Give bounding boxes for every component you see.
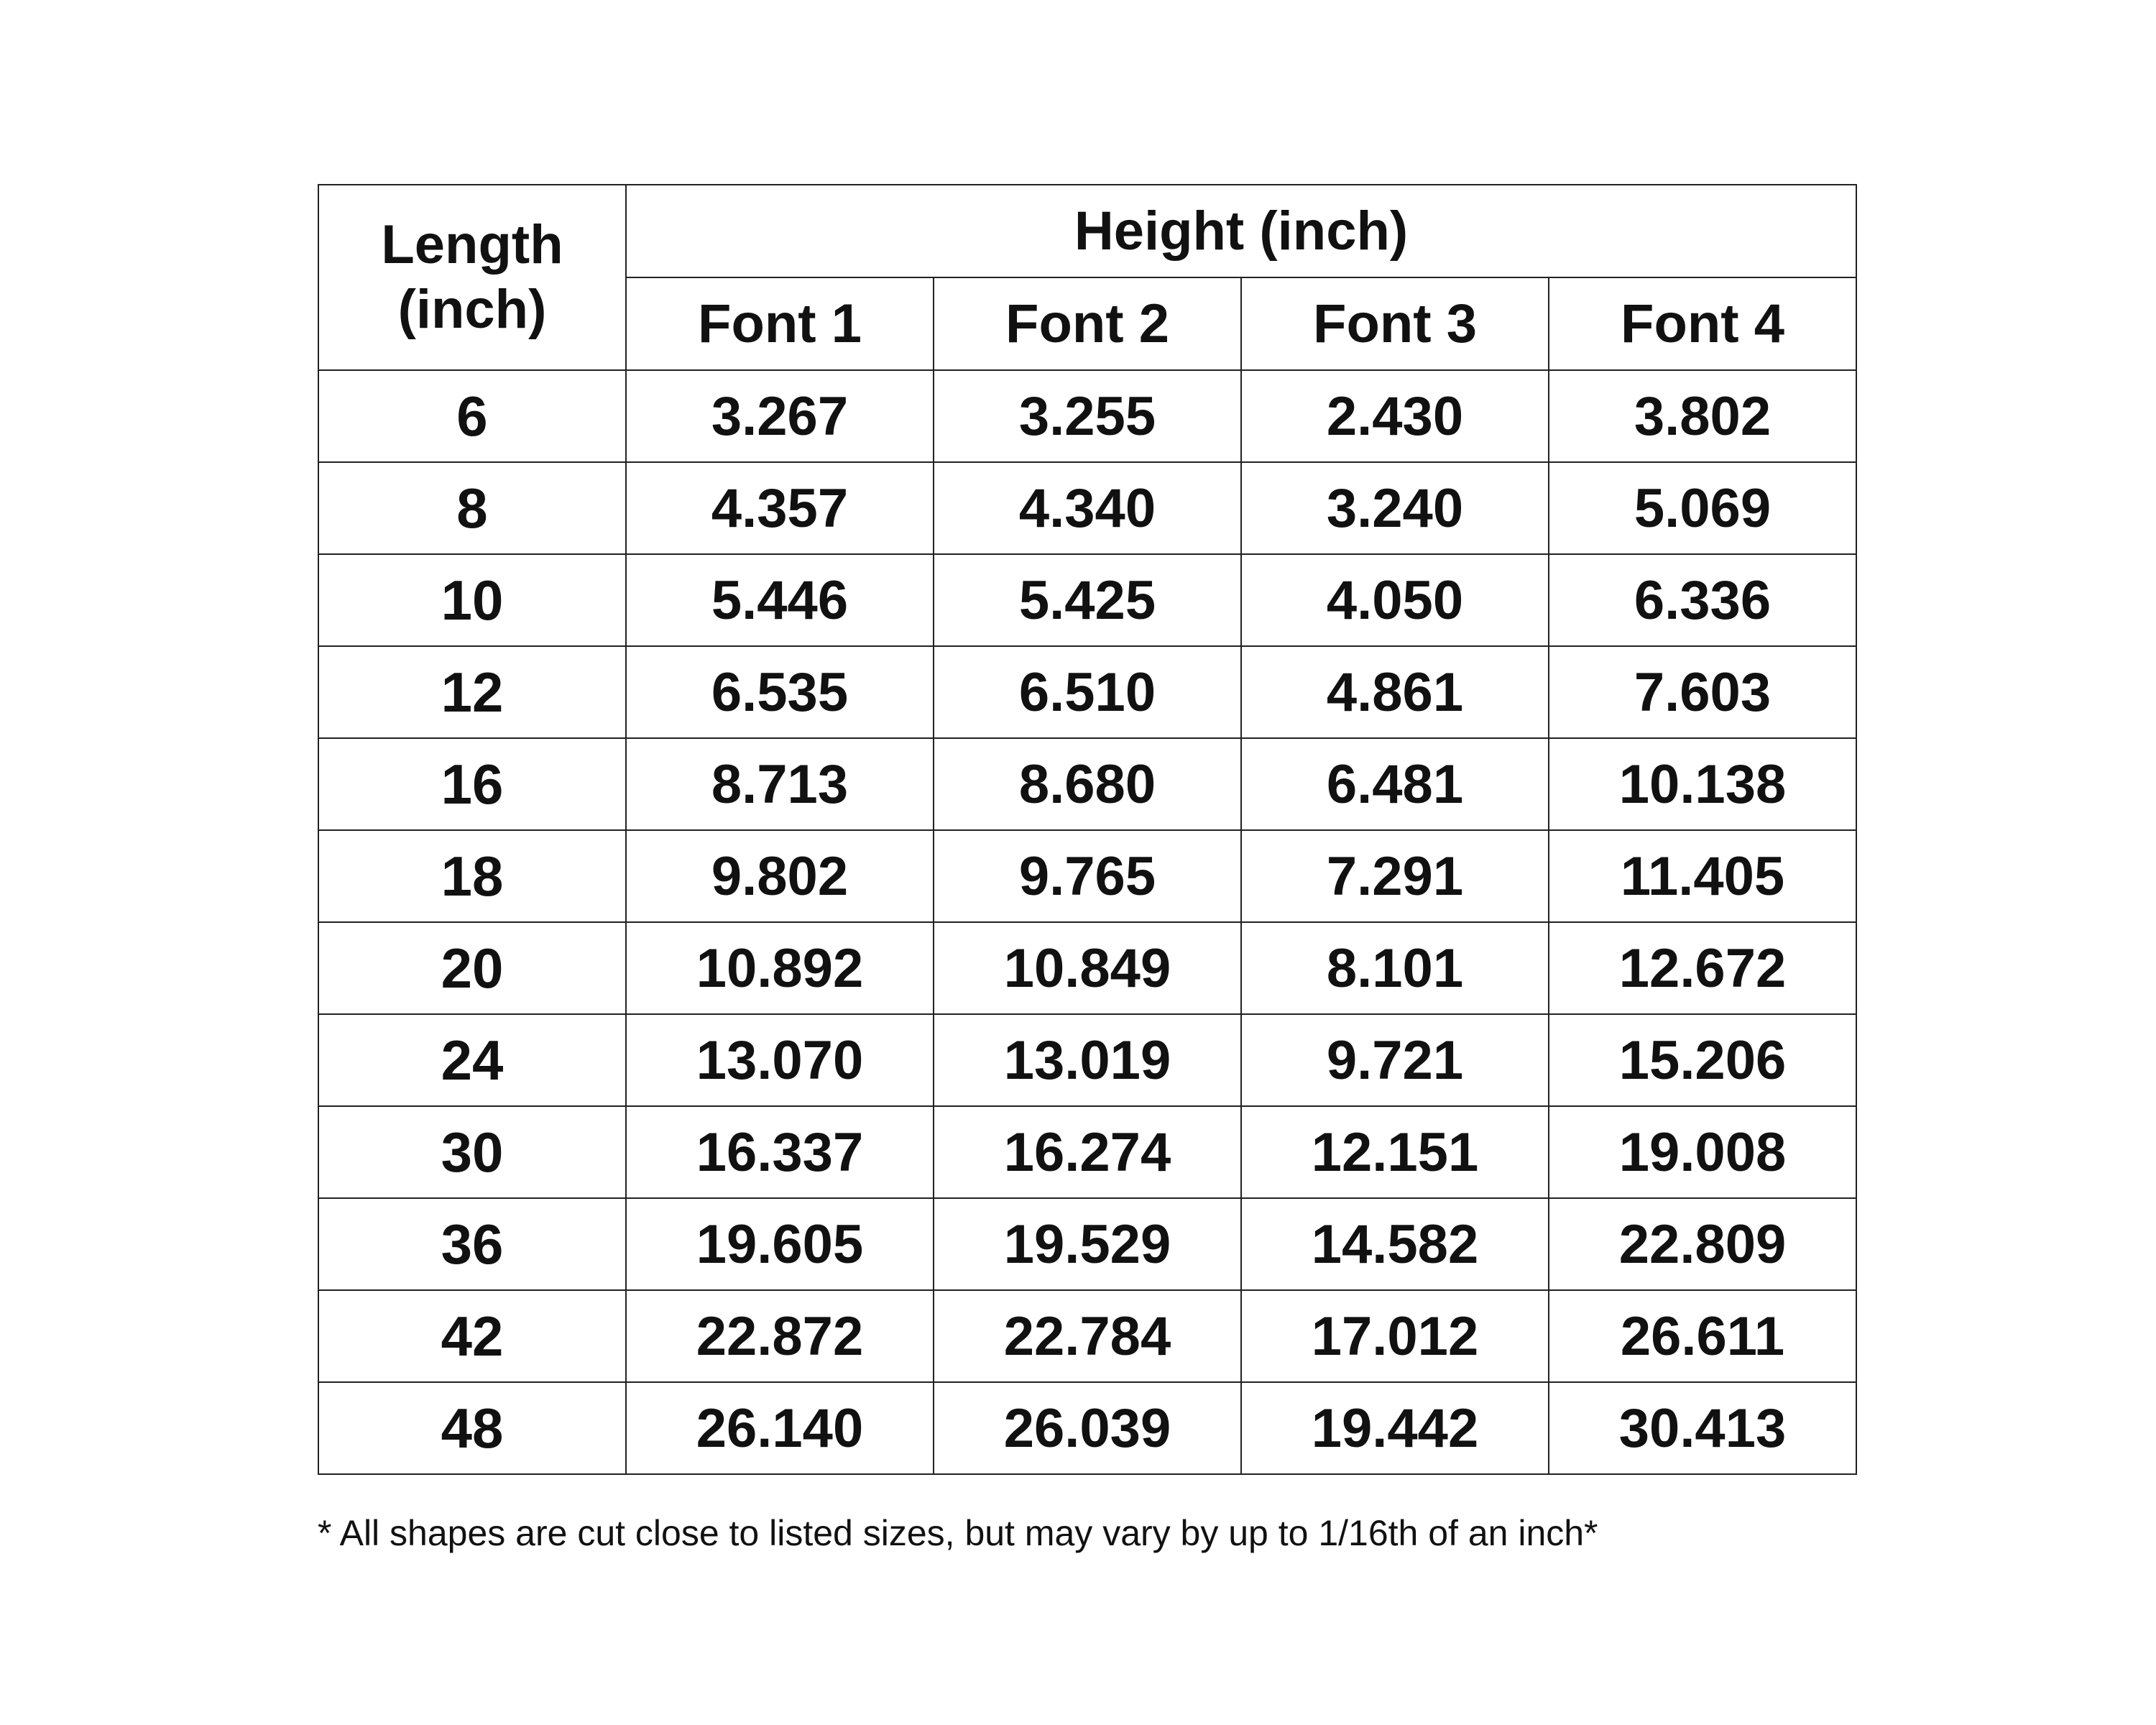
font-column-header: Font 4 [1549, 277, 1856, 370]
font-column-header: Font 3 [1241, 277, 1549, 370]
height-value-cell: 15.206 [1549, 1014, 1856, 1106]
height-value-cell: 12.151 [1241, 1106, 1549, 1198]
height-value-cell: 4.050 [1241, 554, 1549, 646]
table-row [318, 738, 1856, 830]
height-value-cell: 19.442 [1241, 1382, 1549, 1474]
length-cell: 36 [318, 1198, 626, 1290]
height-value-cell: 26.140 [626, 1382, 934, 1474]
length-cell: 16 [318, 738, 626, 830]
table-row [318, 370, 1856, 462]
height-value-cell: 5.446 [626, 554, 934, 646]
height-value-cell: 9.802 [626, 830, 934, 922]
header-row [318, 185, 1856, 277]
font-column-header: Font 2 [934, 277, 1241, 370]
height-value-cell: 16.274 [934, 1106, 1241, 1198]
height-value-cell: 16.337 [626, 1106, 934, 1198]
height-value-cell: 6.481 [1241, 738, 1549, 830]
height-value-cell: 4.861 [1241, 646, 1549, 738]
length-cell: 6 [318, 370, 626, 462]
height-value-cell: 19.529 [934, 1198, 1241, 1290]
table-row [318, 1290, 1856, 1382]
height-value-cell: 4.357 [626, 462, 934, 554]
height-value-cell: 2.430 [1241, 370, 1549, 462]
table-row [318, 830, 1856, 922]
height-value-cell: 22.872 [626, 1290, 934, 1382]
height-value-cell: 11.405 [1549, 830, 1856, 922]
height-value-cell: 6.336 [1549, 554, 1856, 646]
height-group-header [626, 185, 1856, 277]
size-chart-table [318, 184, 1857, 1475]
height-value-cell: 8.101 [1241, 922, 1549, 1014]
height-value-cell: 3.802 [1549, 370, 1856, 462]
height-value-cell: 9.721 [1241, 1014, 1549, 1106]
height-value-cell: 7.291 [1241, 830, 1549, 922]
length-cell: 42 [318, 1290, 626, 1382]
height-value-cell: 10.849 [934, 922, 1241, 1014]
footnote: * All shapes are cut close to listed sizes, but may vary by up to 1/16th of an inch* [318, 1513, 1598, 1553]
height-value-cell: 19.008 [1549, 1106, 1856, 1198]
table-row [318, 1014, 1856, 1106]
height-value-cell: 12.672 [1549, 922, 1856, 1014]
table-row [318, 1198, 1856, 1290]
height-value-cell: 30.413 [1549, 1382, 1856, 1474]
height-value-cell: 5.425 [934, 554, 1241, 646]
height-value-cell: 10.892 [626, 922, 934, 1014]
length-header-label: Length (inch) [381, 214, 563, 340]
height-value-cell: 22.784 [934, 1290, 1241, 1382]
height-value-cell: 14.582 [1241, 1198, 1549, 1290]
height-value-cell: 5.069 [1549, 462, 1856, 554]
table-body [318, 370, 1856, 1474]
height-value-cell: 7.603 [1549, 646, 1856, 738]
height-value-cell: 4.340 [934, 462, 1241, 554]
height-value-cell: 10.138 [1549, 738, 1856, 830]
height-value-cell: 6.510 [934, 646, 1241, 738]
length-cell: 12 [318, 646, 626, 738]
table-row [318, 1106, 1856, 1198]
height-value-cell: 26.039 [934, 1382, 1241, 1474]
height-value-cell: 17.012 [1241, 1290, 1549, 1382]
table-row [318, 646, 1856, 738]
length-cell: 18 [318, 830, 626, 922]
height-value-cell: 13.070 [626, 1014, 934, 1106]
height-header-label: Height (inch) [1074, 201, 1409, 262]
table-row [318, 462, 1856, 554]
table-row [318, 554, 1856, 646]
height-value-cell: 3.255 [934, 370, 1241, 462]
length-cell: 30 [318, 1106, 626, 1198]
length-cell: 20 [318, 922, 626, 1014]
height-value-cell: 3.240 [1241, 462, 1549, 554]
height-value-cell: 22.809 [1549, 1198, 1856, 1290]
length-column-header [318, 185, 626, 370]
height-value-cell: 26.611 [1549, 1290, 1856, 1382]
length-cell: 24 [318, 1014, 626, 1106]
table-row [318, 1382, 1856, 1474]
length-cell: 48 [318, 1382, 626, 1474]
height-value-cell: 6.535 [626, 646, 934, 738]
height-value-cell: 9.765 [934, 830, 1241, 922]
height-value-cell: 8.713 [626, 738, 934, 830]
height-value-cell: 13.019 [934, 1014, 1241, 1106]
table-row [318, 922, 1856, 1014]
length-cell: 10 [318, 554, 626, 646]
height-value-cell: 3.267 [626, 370, 934, 462]
length-cell: 8 [318, 462, 626, 554]
height-value-cell: 19.605 [626, 1198, 934, 1290]
font-column-header: Font 1 [626, 277, 934, 370]
height-value-cell: 8.680 [934, 738, 1241, 830]
